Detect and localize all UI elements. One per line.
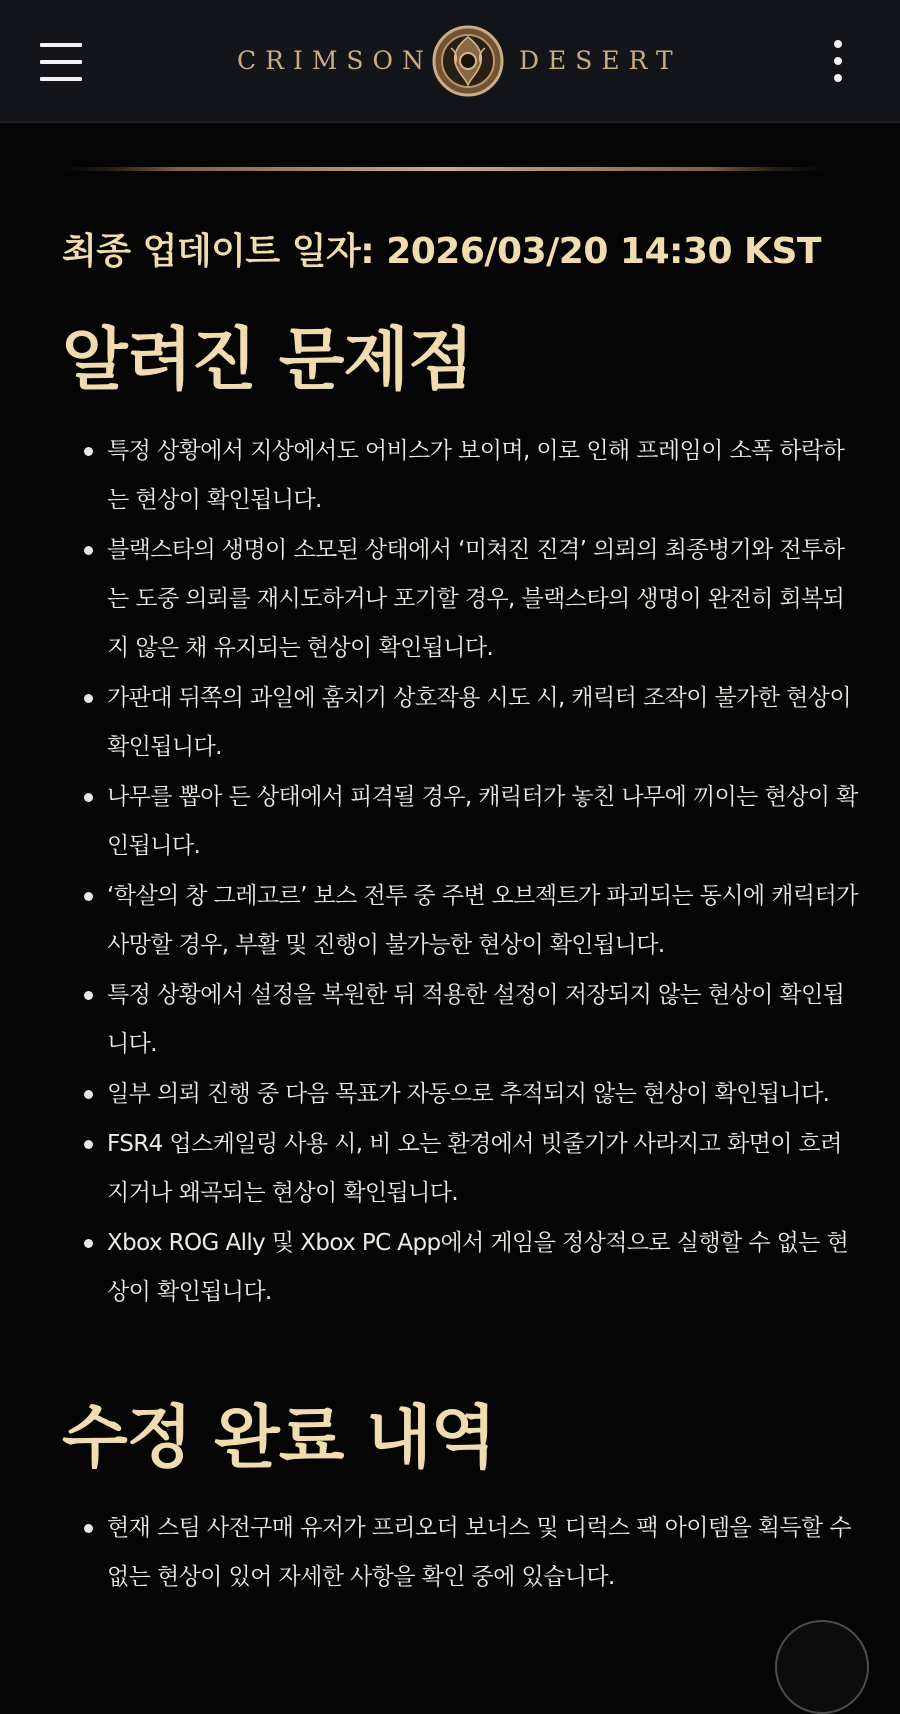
list-item [0,1219,900,1317]
top-navigation-bar [0,0,900,123]
list-item-text: 일부 의뢰 진행 중 다음 목표가 자동으로 추적되지 않는 현상이 확인됩니다. [107,1081,830,1107]
bullet-icon [84,546,93,555]
list-item-text: 가판대 뒤쪽의 과일에 훔치기 상호작용 시도 시, 캐릭터 조작이 불가한 현상이 확인됩니다. [107,685,851,760]
bullet-icon [84,694,93,703]
list-item-text: 나무를 뽑아 든 상태에서 피격될 경우, 캐릭터가 놓친 나무에 끼이는 현상이 확인됩니다. [107,784,858,859]
more-options-icon[interactable] [826,38,850,88]
list-item-text: ‘학살의 창 그레고르’ 보스 전투 중 주변 오브젝트가 파괴되는 동시에 캐릭터가 사망할 경우, 부활 및 진행이 불가능한 현상이 확인됩니다. [107,883,858,958]
fixed-issues-title: 수정 완료 내역 [62,1399,496,1478]
known-issues-title: 알려진 문제점 [62,321,473,400]
list-item-text: FSR4 업스케일링 사용 시, 비 오는 환경에서 빗줄기가 사라지고 화면이 흐려지거나 왜곡되는 현상이 확인됩니다. [107,1131,842,1206]
list-item [0,872,900,970]
list-item-text: 블랙스타의 생명이 소모된 상태에서 ‘미쳐진 진격’ 의뢰의 최종병기와 전투하는 도중 의뢰를 재시도하거나 포기할 경우, 블랙스타의 생명이 완전히 회복되지 않은 채 유지되는 현상이 확인됩니다. [107,537,845,661]
hamburger-menu-icon[interactable] [40,43,82,81]
crimson-desert-logo[interactable] [225,22,682,100]
list-item [0,1504,900,1602]
known-issues-list [0,427,900,1318]
bullet-icon [84,1140,93,1149]
bullet-icon [84,1524,93,1533]
scroll-to-top-button[interactable] [775,1620,869,1714]
bullet-icon [84,892,93,901]
bullet-icon [84,991,93,1000]
list-item [0,1120,900,1218]
crimson-desert-emblem-icon [431,24,505,98]
list-item [0,526,900,673]
list-item [0,427,900,525]
bullet-icon [84,1239,93,1248]
list-item [0,971,900,1069]
list-item [0,773,900,871]
ornamental-divider [60,164,825,174]
bullet-icon [84,793,93,802]
logo-text-crimson: CRIMSON [237,46,433,75]
list-item-text: 특정 상황에서 지상에서도 어비스가 보이며, 이로 인해 프레임이 소폭 하락하는 현상이 확인됩니다. [107,438,845,513]
list-item-text: 현재 스팀 사전구매 유저가 프리오더 보너스 및 디럭스 팩 아이템을 획득할 수 없는 현상이 있어 자세한 사항을 확인 중에 있습니다. [107,1515,851,1590]
list-item-text: 특정 상황에서 설정을 복원한 뒤 적용한 설정이 저장되지 않는 현상이 확인됩니다. [107,982,845,1057]
fixed-issues-list [0,1504,900,1603]
list-item [0,674,900,772]
list-item [0,1070,900,1119]
last-updated-date: 최종 업데이트 일자: 2026/03/20 14:30 KST [62,231,821,272]
bullet-icon [84,1090,93,1099]
list-item-text: Xbox ROG Ally 및 Xbox PC App에서 게임을 정상적으로 실행할 수 없는 현상이 확인됩니다. [107,1230,849,1305]
logo-text-desert: DESERT [519,46,682,75]
bullet-icon [84,447,93,456]
